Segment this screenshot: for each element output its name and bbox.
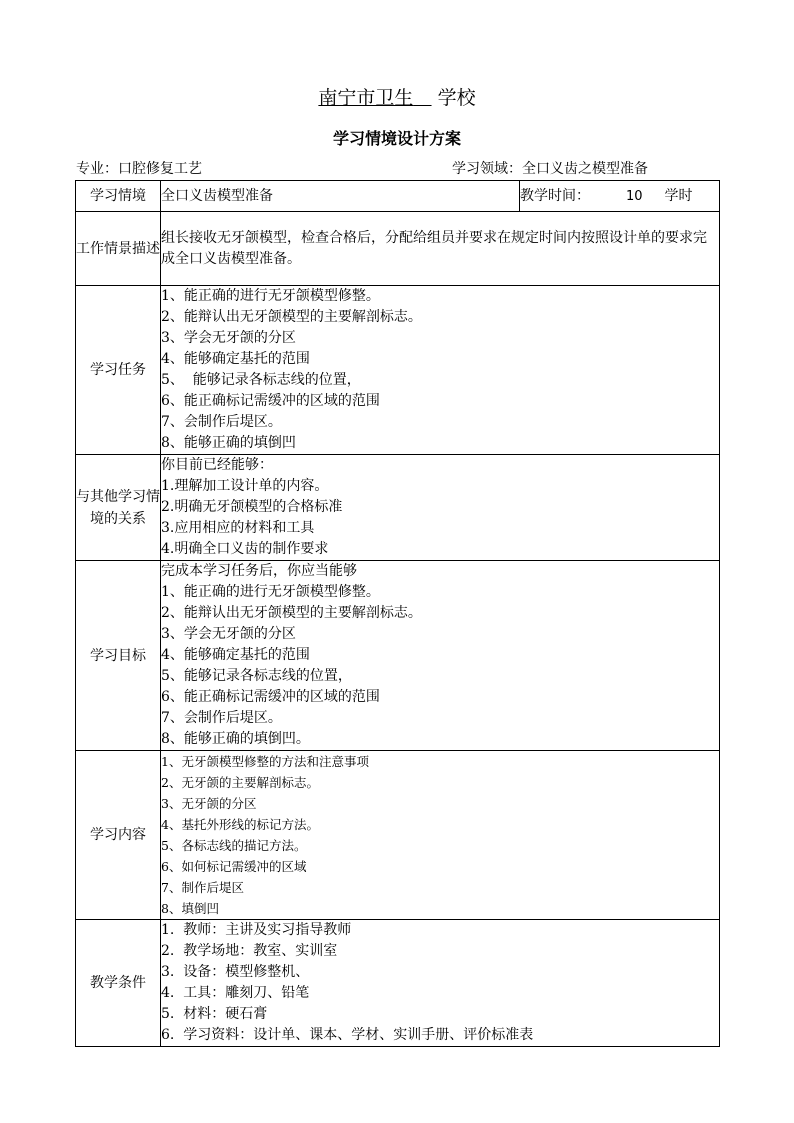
table-row xyxy=(76,212,720,286)
work-scenario-paragraph: 组长接收无牙颌模型，检查合格后，分配给组员并要求在规定时间内按照设计单的要求完成全口义齿模型准备。 xyxy=(161,229,707,267)
table-row xyxy=(76,561,720,751)
list-item: 5、能够记录各标志线的位置， xyxy=(161,668,352,684)
list-item: 7、制作后堤区 xyxy=(161,880,244,895)
list-item: 1、能正确的进行无牙颌模型修整。 xyxy=(161,288,380,304)
row-label-content: 学习内容 xyxy=(76,751,161,920)
teaching-time-value: 10 xyxy=(626,188,643,204)
teaching-time-cell xyxy=(520,181,720,212)
list-item: 7、会制作后堤区。 xyxy=(161,710,282,726)
list-item: 2. 教学场地：教室、实训室 xyxy=(161,943,338,959)
table-row xyxy=(76,455,720,561)
list-item: 2、无牙颌的主要解剖标志。 xyxy=(161,775,319,790)
row-label-tasks: 学习任务 xyxy=(76,286,161,455)
list-item: 2.明确无牙颌模型的合格标准 xyxy=(161,499,343,515)
table-row xyxy=(76,181,720,212)
row-label-situation: 学习情境 xyxy=(76,181,161,212)
relation-list xyxy=(161,455,720,561)
teaching-time-unit: 学时 xyxy=(664,187,693,204)
conditions-list xyxy=(161,920,720,1047)
teaching-time-label: 教学时间： xyxy=(520,187,590,204)
objectives-list xyxy=(161,561,720,751)
list-item: 8、能够正确的填倒凹。 xyxy=(161,731,310,747)
row-label-work-scenario: 工作情景描述 xyxy=(76,212,161,286)
list-item: 3.应用相应的材料和工具 xyxy=(161,520,315,536)
list-item: 4、能够确定基托的范围 xyxy=(161,351,310,367)
list-item: 5、 能够记录各标志线的位置， xyxy=(161,372,361,388)
list-item: 3. 设备：模型修整机、 xyxy=(161,964,310,980)
list-item: 1. 教师：主讲及实习指导教师 xyxy=(161,922,352,938)
list-item: 6. 学习资料：设计单、课本、学材、实训手册、评价标准表 xyxy=(161,1027,534,1043)
list-item: 6、能正确标记需缓冲的区域的范围 xyxy=(161,689,380,705)
list-item: 完成本学习任务后，你应当能够 xyxy=(161,563,357,579)
content-list xyxy=(161,751,720,920)
situation-value: 全口义齿模型准备 xyxy=(161,181,520,212)
learning-field-label: 学习领域：全口义齿之模型准备 xyxy=(452,161,648,177)
work-scenario-text xyxy=(161,212,720,286)
list-item: 4. 工具：雕刻刀、铅笔 xyxy=(161,985,310,1001)
list-item: 5. 材料：硬石膏 xyxy=(161,1006,268,1022)
list-item: 1、能正确的进行无牙颌模型修整。 xyxy=(161,584,380,600)
list-item: 2、能辩认出无牙颌模型的主要解剖标志。 xyxy=(161,309,422,325)
list-item: 6、如何标记需缓冲的区域 xyxy=(161,859,307,874)
list-item: 你目前已经能够： xyxy=(161,457,273,473)
list-item: 8、能够正确的填倒凹 xyxy=(161,435,296,451)
list-item: 5、各标志线的描记方法。 xyxy=(161,838,307,853)
list-item: 4.明确全口义齿的制作要求 xyxy=(161,541,329,557)
row-label-conditions: 教学条件 xyxy=(76,920,161,1047)
table-row xyxy=(76,751,720,920)
list-item: 4、基托外形线的标记方法。 xyxy=(161,817,319,832)
list-item: 4、能够确定基托的范围 xyxy=(161,647,310,663)
row-label-relation: 与其他学习情境的关系 xyxy=(76,455,161,561)
plan-table xyxy=(75,180,720,1047)
tasks-list xyxy=(161,286,720,455)
document-title: 学习情境设计方案 xyxy=(332,129,461,148)
list-item: 1、无牙颌模型修整的方法和注意事项 xyxy=(161,754,369,769)
list-item: 3、学会无牙颌的分区 xyxy=(161,330,296,346)
list-item: 2、能辩认出无牙颌模型的主要解剖标志。 xyxy=(161,605,422,621)
list-item: 8、填倒凹 xyxy=(161,901,219,916)
school-name-heading xyxy=(0,86,794,110)
school-suffix: 学校 xyxy=(437,87,476,109)
row-label-objectives: 学习目标 xyxy=(76,561,161,751)
list-item: 7、会制作后堤区。 xyxy=(161,414,282,430)
list-item: 3、无牙颌的分区 xyxy=(161,796,257,811)
list-item: 3、学会无牙颌的分区 xyxy=(161,626,296,642)
school-name: 南宁市卫生 xyxy=(318,87,414,109)
major-label: 专业：口腔修复工艺 xyxy=(76,161,202,177)
table-row xyxy=(76,920,720,1047)
list-item: 1.理解加工设计单的内容。 xyxy=(161,478,329,494)
list-item: 6、能正确标记需缓冲的区域的范围 xyxy=(161,393,380,409)
table-row xyxy=(76,286,720,455)
